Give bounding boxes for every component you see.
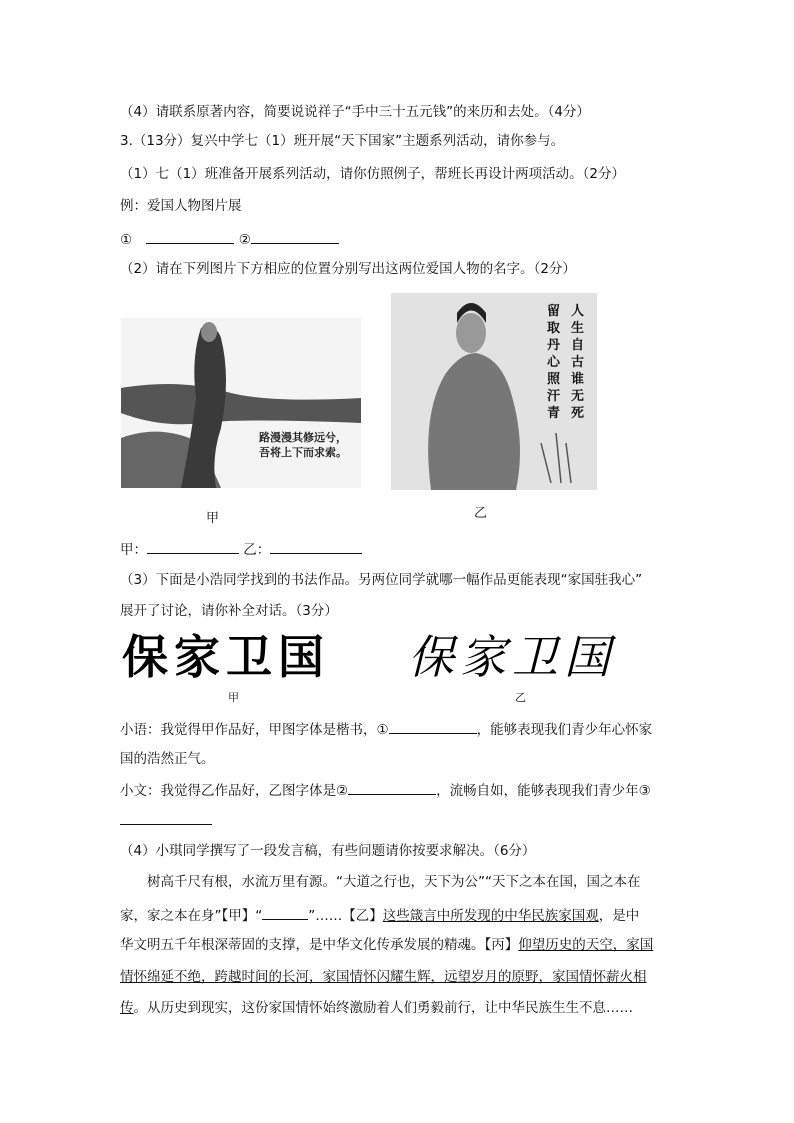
underlined-sentence-yi: 这些箴言中所发现的中华民族家国观 [382, 908, 599, 924]
poem-left: 留取丹心照汗青 [547, 304, 561, 421]
blank-1[interactable] [389, 719, 477, 734]
para-line-2 [120, 905, 639, 925]
wen-tianxiang-illustration [391, 293, 597, 490]
para-text: 。从历史到现实，这份家国情怀始终激励着人们勇毅前行，让中华民族生生不息…… [133, 1000, 633, 1016]
blank-2[interactable] [348, 780, 436, 795]
example-text: 例：爱国人物图片展 [120, 198, 242, 214]
callig-label-yi: 乙 [515, 691, 526, 704]
xiaoyu-text-2: ，能够表现我们青少年心怀家 [476, 722, 653, 738]
yi-name-label: 乙： [243, 542, 271, 558]
label-jia: 甲 [206, 511, 220, 526]
blank-3-line [120, 810, 212, 830]
question-3-4: （4）小琪同学撰写了一段发言稿，有些问题请你按要求解决。（6分） [120, 843, 536, 859]
mark-2: ② [238, 232, 251, 248]
question-3-1: （1）七（1）班准备开展系列活动，请你仿照例子，帮班长再设计两项活动。（2分） [120, 166, 626, 182]
callig-label-jia: 甲 [228, 691, 239, 704]
para-line-3 [120, 936, 653, 954]
answer-line-3-1 [120, 229, 339, 249]
blank-3[interactable] [120, 810, 212, 825]
calligraphy-kaishu: 保家卫国 [122, 630, 330, 684]
para-line-5 [120, 999, 633, 1017]
jia-name-blank[interactable] [147, 539, 239, 554]
question-3-3-cont: 展开了讨论，请你补全对话。（3分） [120, 603, 338, 619]
yi-name-blank[interactable] [270, 539, 362, 554]
xiaoyu-line-2: 国的浩然正气。 [120, 751, 215, 767]
calligraphy-xingshu: 保家卫国 [408, 630, 616, 684]
jia-blank[interactable] [262, 905, 308, 920]
xiaowen-text: 小文：我觉得乙作品好，乙图字体是② [120, 783, 349, 799]
poem-line-2: 吾将上下而求索。 [259, 446, 347, 459]
xiaoyu-text: 小语：我觉得甲作品好，甲图字体是楷书，① [120, 722, 389, 738]
label-yi: 乙 [474, 506, 488, 521]
poem-right: 人生自古谁无死 [571, 304, 585, 421]
para-text: 家，家之本在身”【甲】“ [120, 908, 263, 924]
xiaowen-text-2: ，流畅自如，能够表现我们青少年③ [436, 783, 651, 799]
image-qu-yuan [121, 318, 361, 488]
question-3-3: （3）下面是小浩同学找到的书法作品。另两位同学就哪一幅作品更能表现“家国驻我心” [120, 572, 643, 588]
para-text: ”……【乙】 [308, 908, 383, 924]
image-wen-tianxiang [391, 293, 597, 490]
qu-yuan-illustration [121, 318, 361, 488]
question-3-title: 3.（13分）复兴中学七（1）班开展“天下国家”主题系列活动，请你参与。 [120, 133, 565, 149]
underlined-end: 传 [120, 1000, 134, 1016]
names-line [120, 539, 362, 559]
jia-name-label: 甲： [120, 542, 147, 558]
underlined-sentence-bing: 仰望历史的天空，家国 [518, 937, 654, 953]
answer-blank-2[interactable] [251, 229, 339, 244]
xiaoyu-line [120, 719, 652, 739]
answer-blank-1[interactable] [146, 229, 234, 244]
question-3-2: （2）请在下列图片下方相应的位置分别写出这两位爱国人物的名字。（2分） [120, 261, 576, 277]
mark-1: ① [120, 232, 133, 248]
question-2-4: （4）请联系原著内容，简要说说祥子“手中三十五元钱”的来历和去处。（4分） [120, 104, 590, 120]
para-line-4: 情怀绵延不绝，跨越时间的长河，家国情怀闪耀生辉，远望岁月的原野，家国情怀薪火相 [120, 969, 647, 985]
para-text: 华文明五千年根深蒂固的支撑，是中华文化传承发展的精魂。【丙】 [120, 937, 519, 953]
para-text: ，是中 [598, 908, 640, 924]
para-line-1: 树高千尺有根，水流万里有源。“大道之行也，天下为公”“天下之本在国，国之本在 [147, 874, 641, 890]
poem-line-1: 路漫漫其修远兮， [259, 431, 347, 444]
xiaowen-line [120, 780, 651, 800]
